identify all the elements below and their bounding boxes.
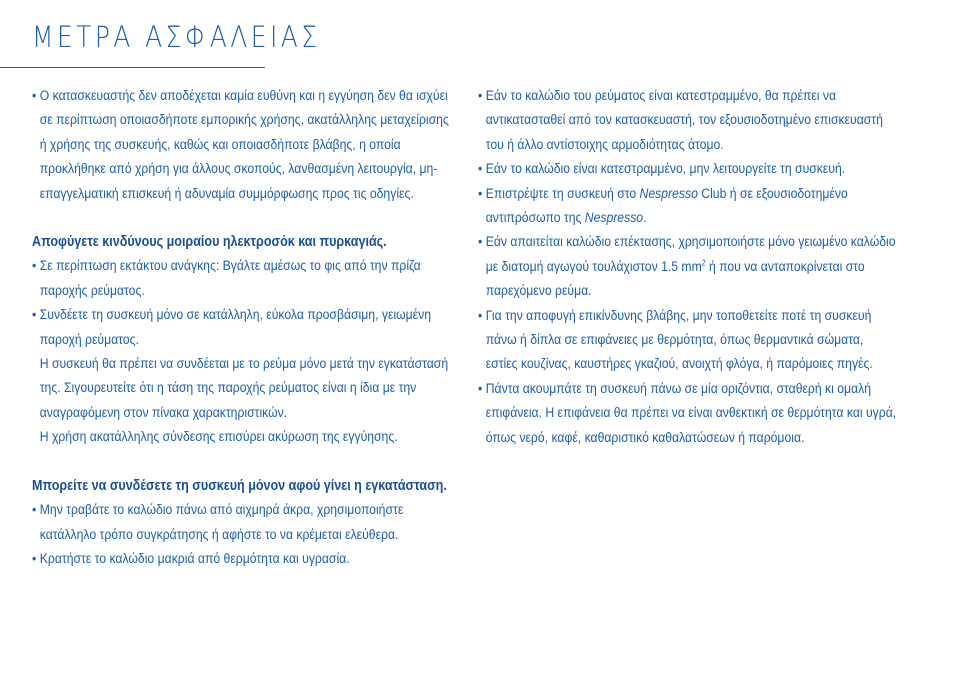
list-item: • Εάν το καλώδιο του ρεύματος είναι κατεστραμμένο, θα πρέπει να αντικατασταθεί από τον κατασκευαστή, τον εξουσιοδοτημένο επισκευαστή του ή άλλο αντίστοιχης αρμοδιότητας άτομο. — [478, 84, 898, 157]
list-item — [478, 182, 898, 231]
right-list — [478, 84, 898, 450]
section2-list — [32, 498, 457, 571]
item-text: Επιστρέψτε τη συσκευή στο — [485, 185, 640, 202]
page-title: ΜΕΤΡΑ ΑΣΦΑΛΕΙΑΣ — [32, 20, 321, 54]
superscript: 2 — [701, 258, 706, 268]
list-item: • Πάντα ακουμπάτε τη συσκευή πάνω σε μία οριζόντια, σταθερή κι ομαλή επιφάνεια. Η επιφάνεια θα πρέπει να είναι ανθεκτική σε θερμότητα και υγρά, όπως νερό, καφέ, καθαριστικό καθαλατώσεων ή παρόμοια. — [478, 377, 898, 450]
section1-list — [32, 254, 457, 352]
item-text: Club ή σε εξουσιοδοτημένο αντιπρόσωπο της — [485, 185, 848, 227]
list-item: • Σε περίπτωση εκτάκτου ανάγκης: Βγάλτε αμέσως το φις από την πρίζα παροχής ρεύματος. — [32, 254, 456, 303]
intro-list — [32, 84, 457, 206]
list-item: • Συνδέετε τη συσκευή μόνο σε κατάλληλη, εύκολα προσβάσιμη, γειωμένη παροχή ρεύματος. — [32, 303, 456, 352]
list-item: • Μην τραβάτε το καλώδιο πάνω από αιχμηρά άκρα, χρησιμοποιήστε κατάλληλο τρόπο συγκράτησης ή αφήστε το να κρέμεται ελεύθερα. — [32, 498, 456, 547]
item-text: Εάν απαιτείται καλώδιο επέκτασης, χρησιμοποιήστε μόνο γειωμένο καλώδιο με διατομή αγωγού τουλάχιστον 1.5 mm — [485, 234, 896, 275]
list-item: • Για την αποφυγή επικίνδυνης βλάβης, μην τοποθετείτε ποτέ τη συσκευή πάνω ή δίπλα σε επιφάνειες με θερμότητα, όπως θερμαντικά σώματα, εστίες κουζίνας, καυστήρες γκαζιού, ανοιχτή φλόγα, ή παρόμοιες πηγές. — [478, 304, 898, 377]
section2-heading: Μπορείτε να συνδέσετε τη συσκευή μόνον αφού γίνει η εγκατάσταση. — [32, 477, 447, 494]
item-text: . — [643, 210, 647, 227]
title-underline — [0, 67, 265, 68]
right-column — [478, 84, 898, 450]
list-item: • Κρατήστε το καλώδιο μακριά από θερμότητα και υγρασία. — [32, 547, 456, 571]
left-column — [32, 84, 457, 571]
list-item — [478, 230, 898, 303]
intro-item: • Ο κατασκευαστής δεν αποδέχεται καμία ευθύνη και η εγγύηση δεν θα ισχύει σε περίπτωση οποιασδήποτε εμπορικής χρήσης, ακατάλληλης μεταχείρισης ή χρήσης της συσκευής, καθώς και οποιασδήποτε βλάβης, η οποία προκλήθηκε από χρήση για άλλους σκοπούς, λανθασμένη λειτουργία, μη-επαγγελματική επισκευή ή αδυναμία συμμόρφωσης προς τις οδηγίες. — [32, 84, 456, 206]
brand-name: Nespresso — [584, 210, 644, 227]
item-text: ή που να ανταποκρίνεται στο παρεχόμενο ρεύμα. — [485, 258, 865, 300]
section1-continuation: Η συσκευή θα πρέπει να συνδέεται με το ρεύμα μόνο μετά την εγκατάστασή της. Σιγουρευτείτε ότι η τάση της παροχής ρεύματος είναι η ίδια με την αναγραφόμενη στον πίνακα χαρακτηριστικών. — [39, 356, 449, 421]
list-item: • Εάν το καλώδιο είναι κατεστραμμένο, μην λειτουργείτε τη συσκευή. — [478, 157, 898, 181]
section1-heading: Αποφύγετε κινδύνους μοιραίου ηλεκτροσόκ και πυρκαγιάς. — [32, 234, 387, 251]
brand-name: Nespresso — [639, 185, 698, 202]
section1-warranty-note: Η χρήση ακατάλληλης σύνδεσης επισύρει ακύρωση της εγγύησης. — [39, 429, 398, 446]
